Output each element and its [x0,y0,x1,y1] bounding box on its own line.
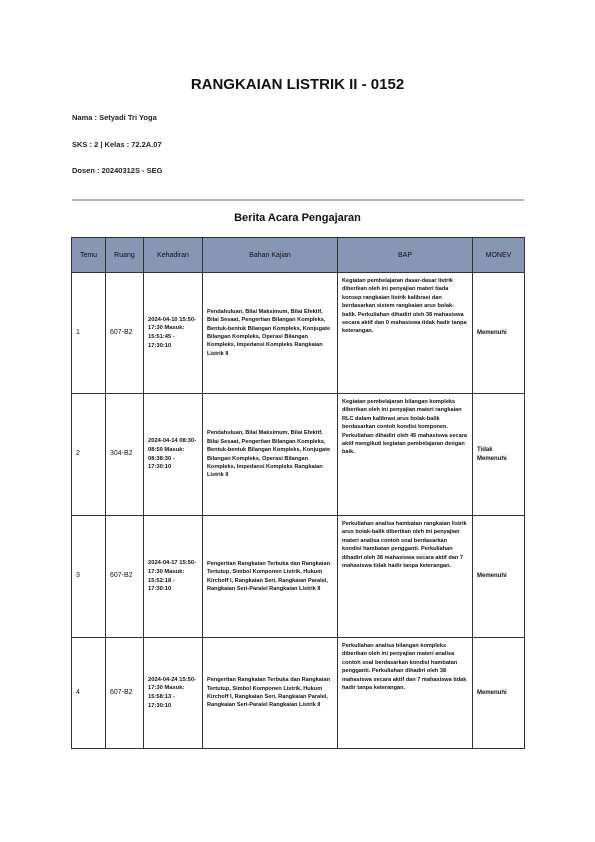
header-bahan-kajian: Bahan Kajian [203,238,338,273]
cell-bahan-kajian: Pendahuluan, Bilai Maksimum, Bilai Efektif, Bilai Sesaat, Pengertian Bilangan Kompleks, Bentuk-bentuk Bilangan Kompleks, Konjugate Bilangan Kompleks, Operasi Bilangan Kompleks, Impedansi Kompleks Rangkaian Listrik II [203,273,338,394]
header-ruang: Ruang [106,238,144,273]
table-row [72,638,525,749]
cell-monev: Tidak Memenuhi [473,394,525,516]
cell-bap: Perkuliahan analisa hambatan rangkaian listrik arus bolak-balik diberikan oleh ini penyajian materi analisa contoh soal berdasarkan kondisi hambatan pengganti. Perkuliahan dihadiri oleh 38 mahasiswa secara aktif dan 7 mahasiswa tidak hadir tanpa keterangan. [338,516,473,638]
header-bap: BAP [338,238,473,273]
divider [72,199,524,201]
lecturer-info: Dosen : 20240312S - SEG [72,166,163,175]
page-title: RANGKAIAN LISTRIK II - 0152 [190,76,405,93]
cell-ruang: 607-B2 [106,273,144,394]
cell-temu: 4 [72,638,106,749]
cell-ruang: 607-B2 [106,638,144,749]
cell-bap: Kegiatan pembelajaran dasar-dasar listrik diberikan oleh ini penyajian materi tiada konsep rangkaian listrik kalibrasi dan berdasarkan sistem rangkaian arus bolak-balik. Perkuliahan dihadiri oleh 38 mahasiswa secara aktif dan 0 mahasiswa tidak hadir tanpa keterangan. [338,273,473,394]
student-name: Nama : Setyadi Tri Yoga [72,113,157,122]
cell-kehadiran: 2024-04-10 15:50-17:30 Masuk: 15:51:45 - 17:30:10 [144,273,203,394]
cell-kehadiran: 2024-04-24 15:50-17:30 Masuk: 15:58:13 - 17:30:10 [144,638,203,749]
course-info: SKS : 2 | Kelas : 72.2A.07 [72,140,162,149]
teaching-report-table [71,237,525,749]
cell-bahan-kajian: Pengertian Rangkaian Terbuka dan Rangkaian Tertutup, Simbol Komponen Listrik, Hukum Kirchoff I, Rangkaian Seri, Rangkaian Paralel, Rangkaian Seri-Paralel Rangkaian Listrik II [203,516,338,638]
cell-kehadiran: 2024-04-17 15:50-17:30 Masuk: 15:52:18 - 17:30:10 [144,516,203,638]
table-header-row [72,238,525,273]
cell-temu: 2 [72,394,106,516]
cell-ruang: 607-B2 [106,516,144,638]
cell-monev: Memenuhi [473,638,525,749]
table-row [72,394,525,516]
cell-bap: Kegiatan pembelajaran bilangan kompleks diberikan oleh ini penyajian materi rangkaian RLC dalam kalibrasi arus bolak-balik berdasarkan contoh kondisi komponen. Perkuliahan dihadiri oleh 45 mahasiswa secara aktif mengikuti kegiatan pembelajaran dengan baik. [338,394,473,516]
header-temu: Temu [72,238,106,273]
cell-temu: 1 [72,273,106,394]
table-row [72,273,525,394]
cell-monev: Memenuhi [473,516,525,638]
cell-bahan-kajian: Pendahuluan, Bilai Maksimum, Bilai Efektif, Bilai Sesaat, Pengertian Bilangan Kompleks, Bentuk-bentuk Bilangan Kompleks, Konjugate Bilangan Kompleks, Operasi Bilangan Kompleks, Impedansi Kompleks Rangkaian Listrik II [203,394,338,516]
section-title: Berita Acara Pengajaran [234,212,361,224]
cell-monev: Memenuhi [473,273,525,394]
cell-bahan-kajian: Pengertian Rangkaian Terbuka dan Rangkaian Tertutup, Simbol Komponen Listrik, Hukum Kirchoff I, Rangkaian Seri, Rangkaian Paralel, Rangkaian Seri-Paralel Rangkaian Listrik II [203,638,338,749]
cell-temu: 3 [72,516,106,638]
cell-kehadiran: 2024-04-14 08:30-08:50 Masuk: 08:38:30 - 17:30:10 [144,394,203,516]
cell-ruang: 304-B2 [106,394,144,516]
table-row [72,516,525,638]
cell-bap: Perkuliahan analisa bilangan kompleks diberikan oleh ini penyajian materi analisa contoh soal berdasarkan kondisi hambatan pengganti. Perkuliahan dihadiri oleh 38 mahasiswa secara aktif dan 7 mahasiswa tidak hadir tanpa keterangan. [338,638,473,749]
header-kehadiran: Kehadiran [144,238,203,273]
header-monev: MONEV [473,238,525,273]
